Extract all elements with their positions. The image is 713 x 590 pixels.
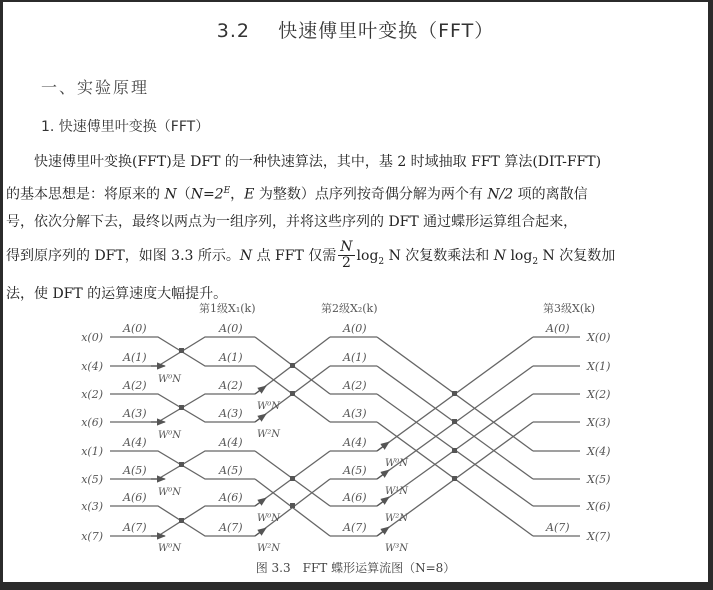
a-labels-stage2-output — [342, 322, 367, 534]
svg-text:A(7): A(7) — [546, 521, 570, 534]
fft-butterfly-diagram — [3, 2, 708, 582]
paragraph-line-3: 号，依次分解下去，最终以两点为一组序列，并将这些序列的 DFT 通过蝶形运算组合起来， — [6, 213, 578, 230]
svg-text:W¹N: W¹N — [385, 486, 409, 497]
input-x0: x(0) — [81, 331, 103, 344]
input-x1: x(1) — [81, 445, 103, 458]
input-x5: x(5) — [81, 473, 103, 486]
svg-text:W²N: W²N — [257, 543, 281, 554]
stage-3-label: 第3级X(k) — [543, 302, 596, 315]
stage-1-label: 第1级X₁(k) — [199, 302, 256, 315]
svg-text:A(3): A(3) — [219, 407, 243, 420]
svg-text:A(0): A(0) — [343, 322, 367, 335]
svg-text:A(7): A(7) — [123, 521, 147, 534]
output-X6: X(6) — [587, 500, 611, 513]
svg-text:A(5): A(5) — [123, 464, 147, 477]
svg-text:A(6): A(6) — [123, 491, 147, 504]
a-labels-stage1-input — [122, 322, 147, 534]
svg-text:W⁰N: W⁰N — [158, 374, 182, 385]
svg-text:A(2): A(2) — [219, 379, 243, 392]
heading-fft: 1. 快速傅里叶变换（FFT） — [41, 119, 210, 135]
svg-text:A(3): A(3) — [123, 407, 147, 420]
svg-text:A(1): A(1) — [219, 351, 243, 364]
input-x4: x(4) — [81, 360, 103, 373]
svg-text:A(2): A(2) — [343, 379, 367, 392]
svg-text:A(1): A(1) — [123, 351, 147, 364]
svg-text:W⁰N: W⁰N — [158, 543, 182, 554]
paragraph-line-1: 快速傅里叶变换(FFT)是 DFT 的一种快速算法，其中，基 2 时域抽取 FFT 算法(DIT-FFT) — [34, 154, 602, 170]
paragraph-line-2: 的基本思想是：将原来的 $N(N=2^E$，E 为整数）点序列按奇偶分解为两个有 N/2 项的离散信 — [6, 186, 588, 203]
output-X4: X(4) — [587, 445, 611, 458]
svg-text:W⁰N: W⁰N — [257, 401, 281, 412]
stage-2-label: 第2级X₂(k) — [321, 302, 378, 315]
svg-text:W²N: W²N — [385, 513, 409, 524]
output-X7: X(7) — [587, 530, 611, 543]
output-X2: X(2) — [587, 388, 611, 401]
svg-text:W²N: W²N — [257, 429, 281, 440]
input-x3: x(3) — [81, 500, 103, 513]
paragraph-line-4: 得到原序列的 DFT，如图 3.3 所示。N 点 FFT 仅需 $\frac{N}{2}$ $\log_2 N$ 次复数乘法和 N $\log_2 N$ 次复数加 — [6, 239, 616, 272]
svg-text:A(6): A(6) — [343, 491, 367, 504]
input-x7: x(7) — [81, 530, 103, 543]
svg-text:W⁰N: W⁰N — [385, 458, 409, 469]
svg-text:W⁰N: W⁰N — [158, 430, 182, 441]
svg-text:W³N: W³N — [385, 543, 409, 554]
document-page — [3, 2, 708, 582]
paragraph-line-5: 法，使 DFT 的运算速度大幅提升。 — [6, 286, 228, 303]
svg-text:A(5): A(5) — [343, 464, 367, 477]
svg-text:A(0): A(0) — [123, 322, 147, 335]
input-labels — [81, 331, 103, 543]
svg-text:A(7): A(7) — [219, 521, 243, 534]
input-x6: x(6) — [81, 416, 103, 429]
svg-text:A(7): A(7) — [343, 521, 367, 534]
section-title-text: 快速傅里叶变换（FFT） — [278, 20, 495, 42]
figure-caption: 图 3.3 FFT 蝶形运算流图（N=8） — [255, 561, 456, 575]
svg-text:A(5): A(5) — [219, 464, 243, 477]
svg-text:A(0): A(0) — [546, 322, 570, 335]
svg-text:W⁰N: W⁰N — [158, 487, 182, 498]
twiddle-labels-stage3 — [385, 458, 409, 554]
svg-text:A(4): A(4) — [219, 436, 243, 449]
a-labels-stage3 — [545, 322, 570, 534]
fraction-n-over-2: $\frac{N}{2}$ — [340, 239, 353, 272]
svg-text:A(2): A(2) — [123, 379, 147, 392]
svg-text:A(3): A(3) — [343, 407, 367, 420]
svg-text:A(4): A(4) — [343, 436, 367, 449]
output-labels — [586, 331, 610, 543]
a-labels-stage1-output — [218, 322, 243, 534]
section-number: 3.2 — [216, 20, 250, 42]
output-X0: X(0) — [587, 331, 611, 344]
input-x2: x(2) — [81, 388, 103, 401]
output-X3: X(3) — [587, 416, 611, 429]
output-X5: X(5) — [587, 473, 611, 486]
svg-text:A(1): A(1) — [343, 351, 367, 364]
svg-text:A(0): A(0) — [219, 322, 243, 335]
svg-text:A(6): A(6) — [219, 491, 243, 504]
svg-text:A(4): A(4) — [123, 436, 147, 449]
output-X1: X(1) — [587, 360, 611, 373]
svg-text:W⁰N: W⁰N — [257, 513, 281, 524]
heading-experiment-principle: 一、实验原理 — [41, 78, 150, 97]
